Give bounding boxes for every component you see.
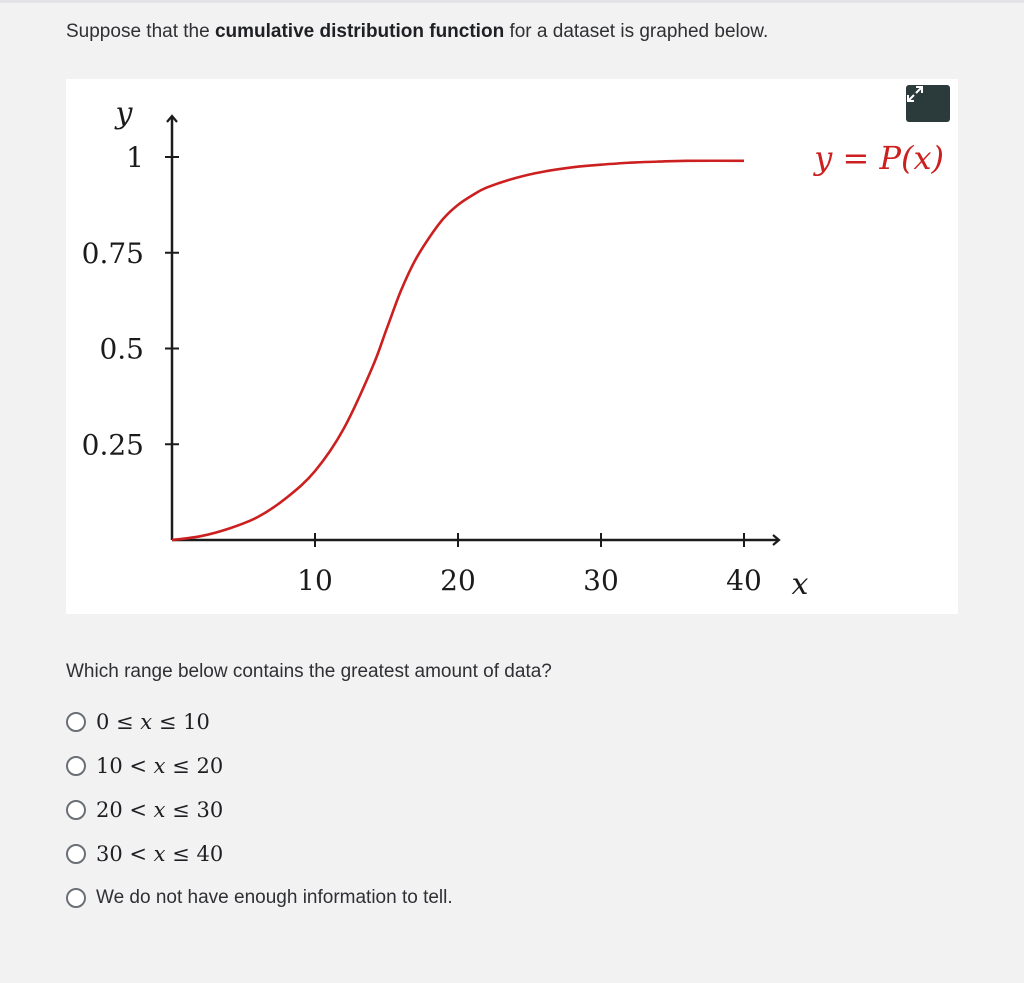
y-tick-label: 1 bbox=[126, 141, 144, 174]
x-tick-label: 20 bbox=[440, 564, 476, 597]
radio-button[interactable] bbox=[66, 756, 86, 776]
x-tick-label: 30 bbox=[583, 564, 619, 597]
choice-label: We do not have enough information to tell. bbox=[96, 887, 453, 908]
question-prompt bbox=[66, 20, 768, 44]
answer-choices bbox=[66, 700, 453, 920]
graph-panel bbox=[66, 79, 958, 614]
y-tick-group bbox=[82, 141, 179, 461]
expand-arrows-icon bbox=[906, 85, 924, 103]
top-divider bbox=[0, 0, 1024, 3]
prompt-text-end: for a dataset is graphed below. bbox=[504, 21, 769, 42]
y-tick-label: 0.25 bbox=[81, 428, 144, 462]
expand-graph-button[interactable] bbox=[906, 85, 950, 122]
answer-choice-4[interactable] bbox=[66, 832, 453, 876]
x-axis-label: x bbox=[791, 567, 809, 602]
answer-choice-1[interactable] bbox=[66, 700, 453, 744]
answer-choice-2[interactable] bbox=[66, 744, 453, 788]
prompt-bold-term: cumulative distribution function bbox=[214, 21, 505, 42]
y-tick-label: 0.5 bbox=[99, 332, 144, 366]
x-tick-group bbox=[297, 533, 762, 597]
prompt-text-start: Suppose that the bbox=[66, 21, 215, 42]
answer-choice-5[interactable] bbox=[66, 876, 453, 920]
radio-button[interactable] bbox=[66, 800, 86, 820]
choice-label: 30 < 𝑥 ≤ 40 bbox=[96, 842, 224, 866]
choice-label: 0 ≤ 𝑥 ≤ 10 bbox=[96, 710, 210, 734]
x-tick-label: 10 bbox=[297, 564, 333, 597]
choice-label: 10 < 𝑥 ≤ 20 bbox=[96, 754, 224, 778]
x-tick-label: 40 bbox=[726, 564, 762, 597]
radio-button[interactable] bbox=[66, 712, 86, 732]
cdf-curve bbox=[172, 161, 744, 540]
choice-label: 20 < 𝑥 ≤ 30 bbox=[96, 798, 224, 822]
answer-choice-3[interactable] bbox=[66, 788, 453, 832]
cdf-chart bbox=[66, 79, 958, 614]
curve-label: y = P(x) bbox=[814, 139, 944, 177]
y-axis-label: y bbox=[115, 96, 133, 131]
y-tick-label: 0.75 bbox=[81, 236, 144, 270]
radio-button[interactable] bbox=[66, 888, 86, 908]
radio-button[interactable] bbox=[66, 844, 86, 864]
question-text: Which range below contains the greatest amount of data? bbox=[66, 661, 552, 682]
